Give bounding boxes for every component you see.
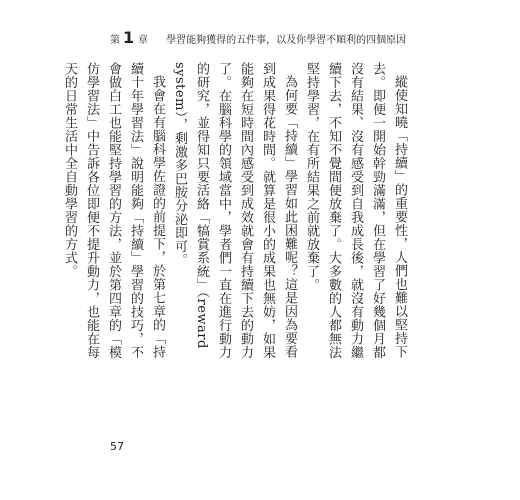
chapter-label: 第 [110, 35, 120, 46]
paragraph: 縱使知曉「持續」的重要性，人們也難以堅持下去。即便一開始幹勁滿滿，但在學習了好幾個月都沒有結果、沒有感受到自我成長後，就沒有動力繼續下去，不知不覺間便放棄了。大多數的人都無法堅持學習，在有所結果之前就放棄了。 [304, 62, 407, 359]
chapter-title: 學習能夠獲得的五件事，以及你學習不順利的四個原因 [166, 35, 407, 46]
chapter-word: 章 [138, 35, 149, 46]
body-text [58, 62, 410, 362]
paragraph: 我會在有腦科學佐證的前提下，於第七章的「持續十年學習法」說明能夠「持續」學習的技巧，不會做白工也能堅持學習的方法，並於第四章的「模仿學習法」中告訴各位即便不提升動力，也能在每天的日常生活中全自動學習的方式。 [62, 62, 165, 359]
paragraph: 為何要「持續」學習如此困難呢？這是因為要看到成果得花時間。就算是很小的成果也無妨，如果能夠在短時間內感受到成效就會有持續下去的動力了。在腦科學的領域當中，學者們一直在進行動力的研究，並得知只要活絡「犒賞系統」（reward system），剩激多巴胺分泌即可。 [172, 62, 297, 359]
chapter-number: 1 [123, 28, 135, 47]
page-number: 57 [110, 440, 124, 453]
running-header [110, 28, 406, 47]
